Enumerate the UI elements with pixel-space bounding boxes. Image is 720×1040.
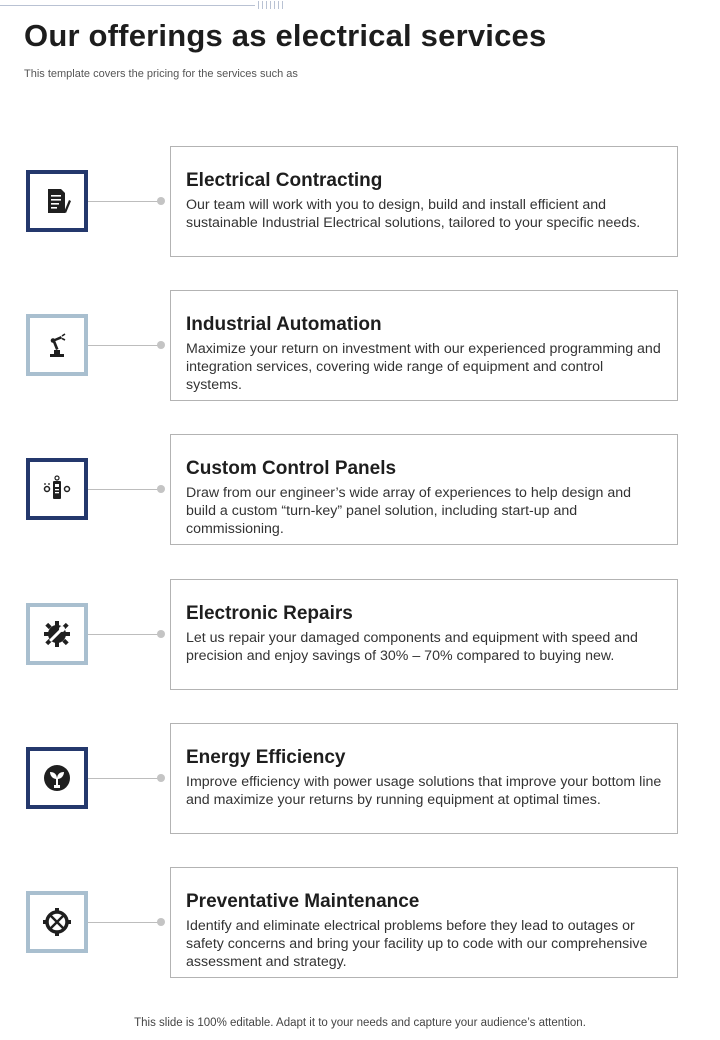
service-card	[170, 290, 678, 401]
service-title: Energy Efficiency	[186, 747, 346, 768]
service-row-industrial-automation	[0, 290, 720, 402]
service-title: Industrial Automation	[186, 314, 382, 335]
page-subtitle: This template covers the pricing for the services such as	[24, 68, 298, 80]
gear-tools-icon	[42, 907, 72, 937]
service-description: Identify and eliminate electrical problems before they lead to outages or safety concerns and bring your facility up to code with our comprehensive assessment and strategy.	[186, 918, 648, 970]
connector-dot	[157, 485, 165, 493]
top-tick-marks	[258, 1, 284, 9]
connector-dot	[157, 630, 165, 638]
service-icon-frame	[26, 170, 88, 232]
service-card	[170, 579, 678, 690]
service-title: Electronic Repairs	[186, 603, 353, 624]
service-row-electrical-contracting	[0, 146, 720, 258]
service-icon-frame	[26, 891, 88, 953]
service-icon-frame	[26, 314, 88, 376]
service-description: Draw from our engineer’s wide array of experiences to help design and build a custom “turn-key” panel solution, including start-up and commissioning.	[186, 485, 632, 537]
page-title: Our offerings as electrical services	[24, 18, 547, 53]
service-card	[170, 723, 678, 834]
gear-wrench-icon	[42, 619, 72, 649]
connector-line	[88, 778, 160, 779]
service-icon-frame	[26, 603, 88, 665]
service-description: Let us repair your damaged components and equipment with speed and precision and enjoy savings of 30% – 70% compared to buying new.	[186, 630, 638, 664]
connector-dot	[157, 341, 165, 349]
service-card	[170, 146, 678, 257]
service-card	[170, 867, 678, 978]
connector-line	[88, 201, 160, 202]
service-title: Electrical Contracting	[186, 170, 383, 191]
top-rule	[0, 5, 255, 6]
service-icon-frame	[26, 747, 88, 809]
service-title: Preventative Maintenance	[186, 891, 420, 912]
service-description: Maximize your return on investment with our experienced programming and integration services, covering wide range of equipment and control systems.	[186, 341, 661, 393]
robot-arm-icon	[42, 330, 72, 360]
service-title: Custom Control Panels	[186, 458, 397, 479]
page-footer: This slide is 100% editable. Adapt it to your needs and capture your audience’s attention.	[134, 1017, 586, 1029]
service-card	[170, 434, 678, 545]
service-row-energy-efficiency	[0, 723, 720, 835]
connector-line	[88, 634, 160, 635]
document-pen-icon	[42, 186, 72, 216]
eco-plug-icon	[42, 763, 72, 793]
connector-line	[88, 489, 160, 490]
connector-dot	[157, 774, 165, 782]
connector-line	[88, 922, 160, 923]
service-icon-frame	[26, 458, 88, 520]
service-row-preventative-maintenance	[0, 867, 720, 979]
connector-dot	[157, 918, 165, 926]
service-description: Our team will work with you to design, build and install efficient and sustainable Industrial Electrical solutions, tailored to your specific needs.	[186, 197, 641, 231]
connector-dot	[157, 197, 165, 205]
service-row-custom-control-panels	[0, 434, 720, 546]
connector-line	[88, 345, 160, 346]
control-panel-icon	[42, 474, 72, 504]
service-row-electronic-repairs	[0, 579, 720, 691]
service-description: Improve efficiency with power usage solutions that improve your bottom line and maximize your returns by running equipment at optimal times.	[186, 774, 662, 808]
